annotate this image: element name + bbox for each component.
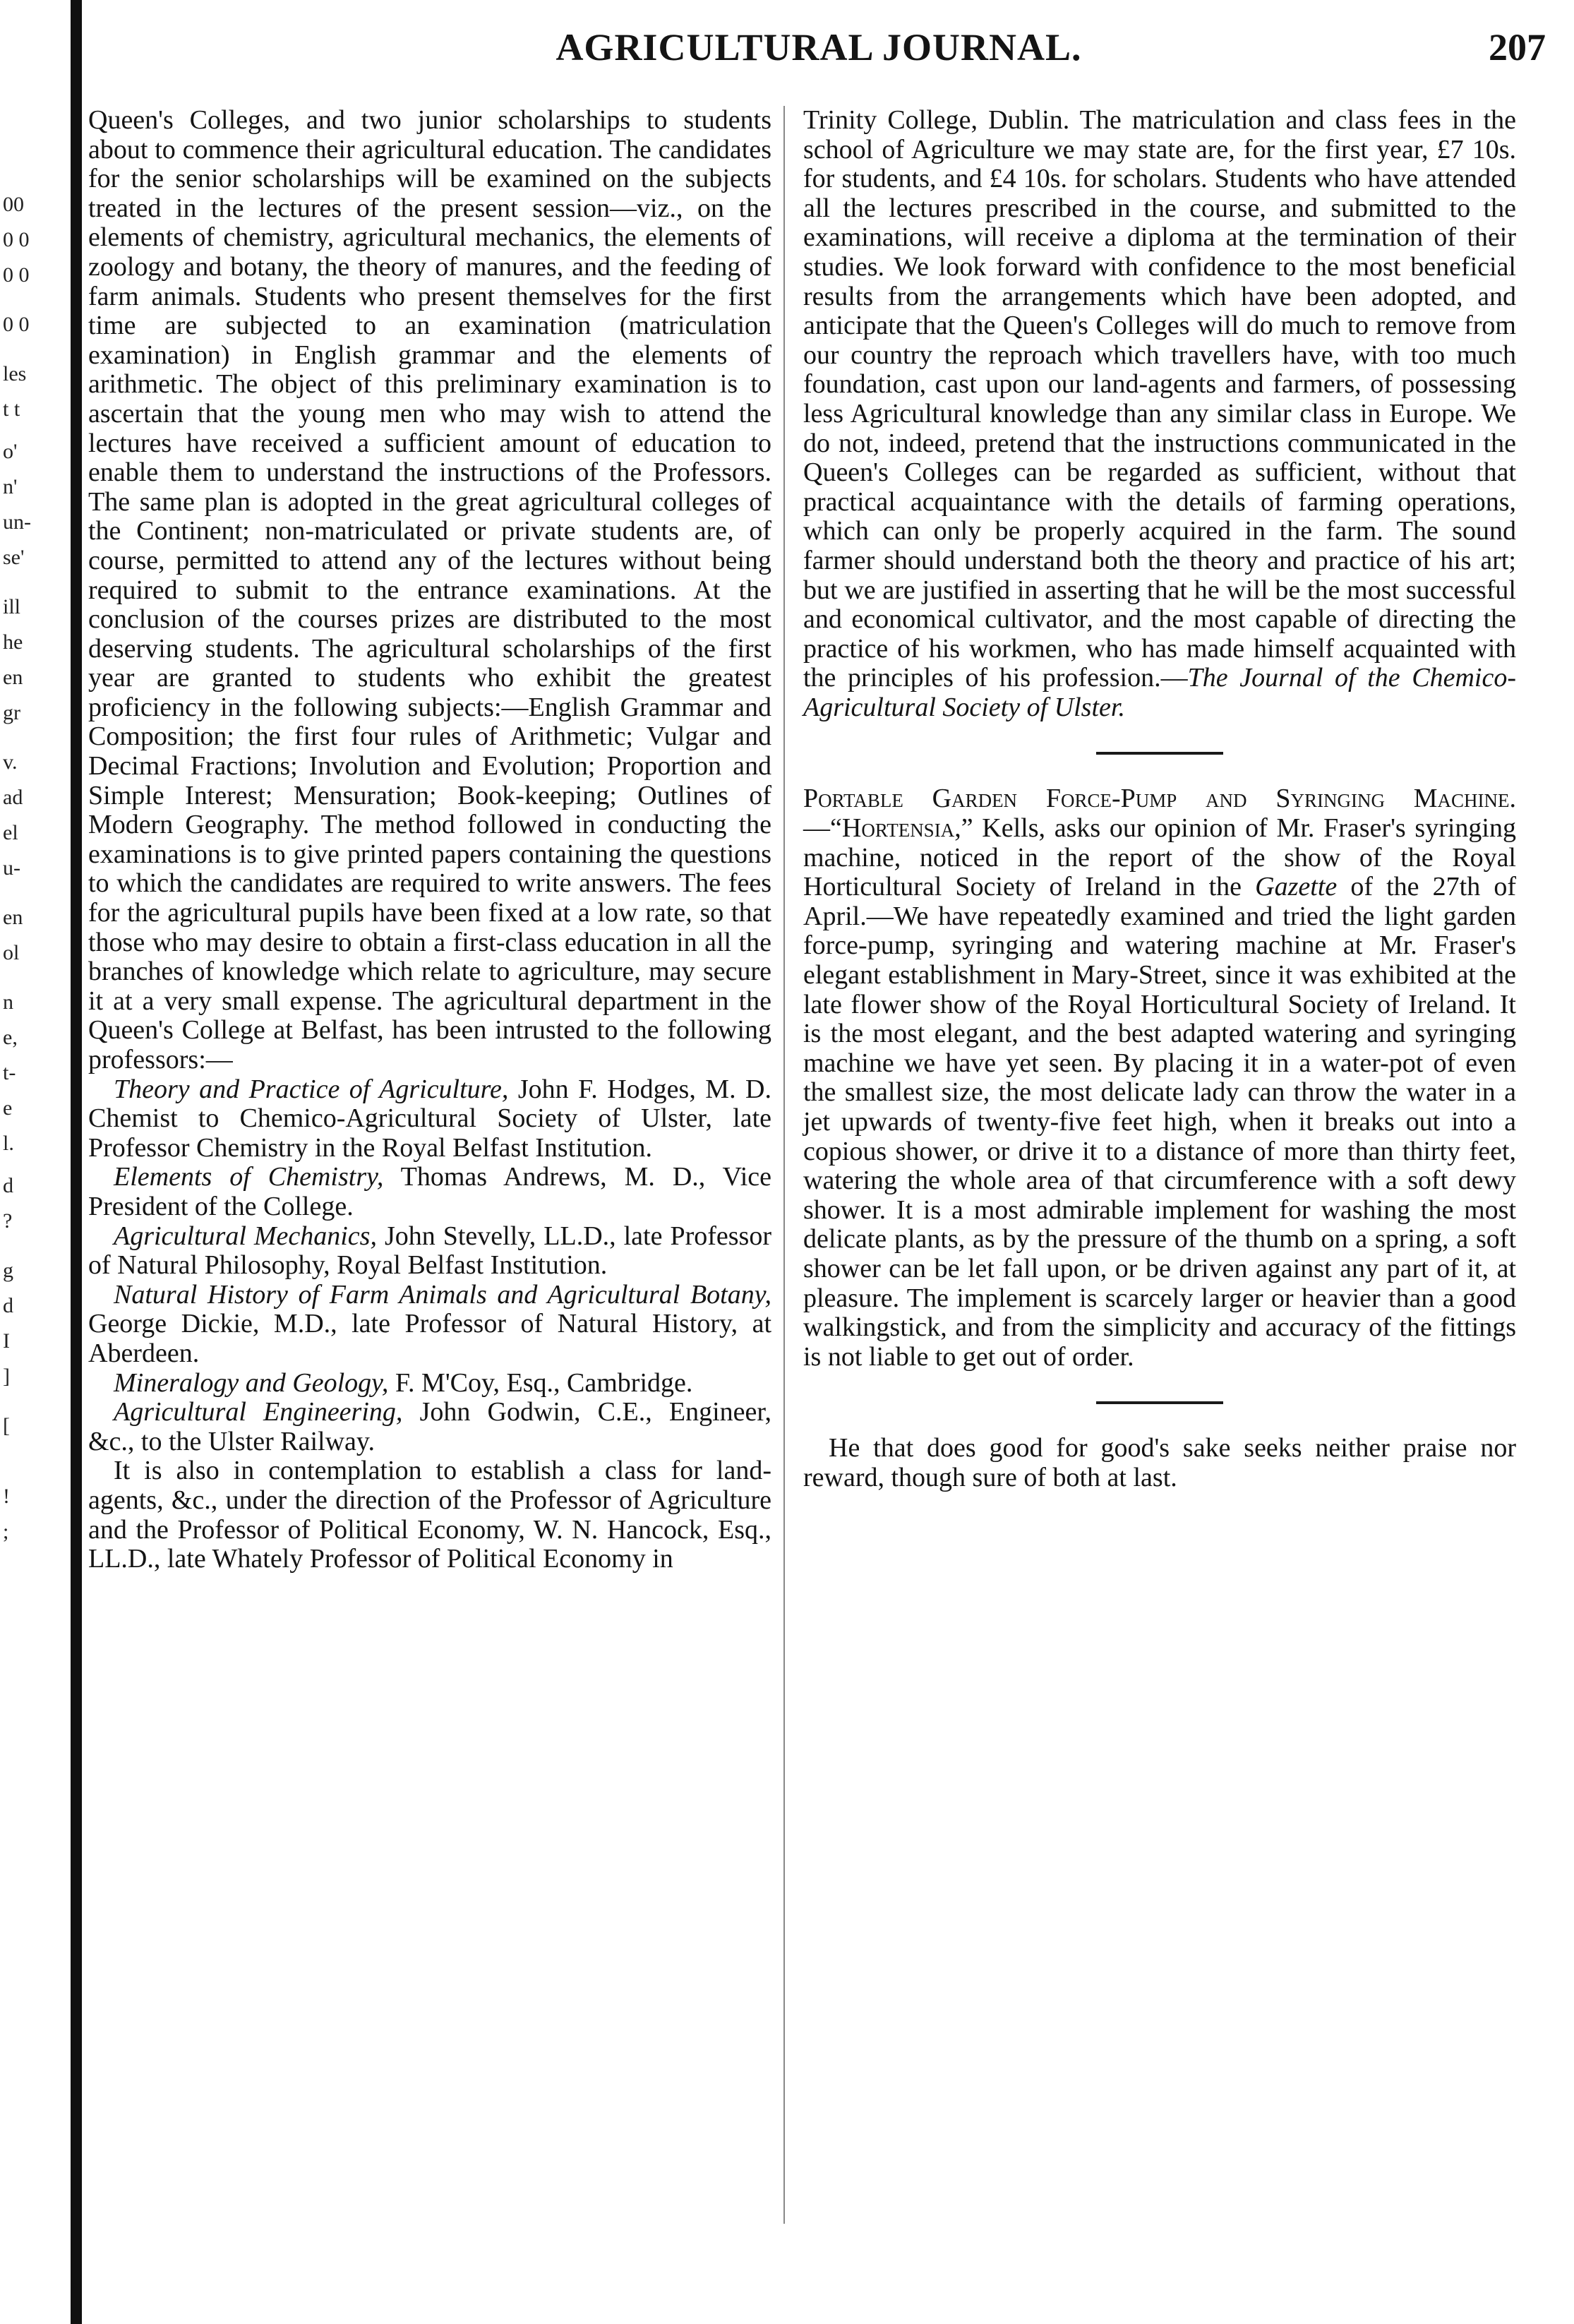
land-agents-class-paragraph: It is also in contemplation to establish a class for land-agents, &c., under the direction of the Professor of Agriculture and the Professor of Political Economy, W. N. Hancock, Esq., LL.D., late Whately Professor of Political Economy in bbox=[88, 1456, 771, 1574]
gutter-fragment: t- bbox=[3, 1061, 16, 1084]
gutter-fragment: el bbox=[3, 821, 18, 844]
gutter-fragment: ; bbox=[3, 1520, 9, 1543]
professor-entry bbox=[88, 1398, 771, 1456]
article-text-a: ” Kells, asks our opinion of Mr. Fraser's syringing machine, noticed in the report of the show of the Royal Horticultural Society of Ireland in the bbox=[803, 813, 1516, 902]
gutter-fragment: d bbox=[3, 1294, 13, 1317]
professor-subject: Theory and Practice of Agriculture, bbox=[114, 1074, 509, 1104]
professor-entry bbox=[88, 1281, 771, 1369]
force-pump-article bbox=[803, 784, 1516, 1372]
professor-subject: Agricultural Mechanics, bbox=[114, 1221, 377, 1251]
adjacent-page-margin bbox=[0, 0, 71, 2324]
gutter-fragment: 0 0 bbox=[3, 228, 30, 251]
gutter-fragment: n bbox=[3, 990, 13, 1014]
gutter-fragment: gr bbox=[3, 701, 20, 724]
section-separator bbox=[1096, 1401, 1223, 1404]
gutter-fragment: 00 bbox=[3, 193, 24, 216]
left-column bbox=[88, 106, 771, 1574]
gutter-fragment: 0 0 bbox=[3, 313, 30, 336]
gazette-title: Gazette bbox=[1255, 872, 1338, 902]
gutter-fragment: e bbox=[3, 1096, 13, 1120]
professor-entry bbox=[88, 1163, 771, 1221]
correspondent-name: Hortensia, bbox=[841, 813, 961, 844]
running-title: AGRICULTURAL JOURNAL. bbox=[555, 26, 1082, 68]
professor-subject: Natural History of Farm Animals and Agricultural Botany, bbox=[114, 1279, 771, 1310]
page-header bbox=[92, 21, 1546, 78]
gutter-fragment: g bbox=[3, 1259, 13, 1282]
source-citation: The Journal of the Chemico-Agricultural Society of Ulster. bbox=[803, 663, 1516, 722]
professor-entry bbox=[88, 1222, 771, 1281]
gutter-fragment: v. bbox=[3, 750, 18, 774]
separator-wrap bbox=[803, 1372, 1516, 1434]
article-text-b: of the 27th of April.—We have repeatedly examined and tried the light garden force-pump, syringing and watering machine at Mr. Fraser's elegant establishment in Mary-Street, since it was exhibited at the late flower show of the Royal Horticultural Society of Ireland. It is the most elegant, and the best adapted watering and syringing machine we have yet seen. By placing it in a water-pot of even the smallest size, the most delicate lady can throw the water in a jet upwards of twenty-five feet high, when it breaks out into a copious shower, or drive it to a distance of more than thirty feet, watering the whole area of that circumference with a soft dewy shower. It is a most admirable implement for washing the most delicate plants, as by the pressure of the thumb on a spring, a soft shower can be let fall upon, or be driven against any part of it, at pleasure. The implement is scarcely larger or heavier than a good walkingstick, and from the simplicity and accuracy of the fittings is not liable to get out of order. bbox=[803, 872, 1516, 1372]
matriculation-fees-paragraph bbox=[803, 106, 1516, 722]
gutter-fragment: u- bbox=[3, 856, 20, 880]
gutter-fragment: d bbox=[3, 1174, 13, 1197]
gutter-fragment: I bbox=[3, 1329, 10, 1353]
gutter-fragment: t t bbox=[3, 397, 20, 421]
gutter-fragment: ill bbox=[3, 595, 21, 618]
professor-name: Thomas Andrews, M. D., Vice President of the College. bbox=[88, 1162, 772, 1221]
gutter-fragment: ol bbox=[3, 941, 20, 964]
gutter-fragment: n' bbox=[3, 475, 18, 498]
gutter-fragment: ad bbox=[3, 786, 23, 809]
gutter-fragment: se' bbox=[3, 546, 25, 569]
maxim-paragraph: He that does good for good's sake seeks neither praise nor reward, though sure of both at last. bbox=[803, 1433, 1516, 1492]
professor-name: F. M'Coy, Esq., Cambridge. bbox=[388, 1367, 693, 1398]
gutter-fragment: les bbox=[3, 362, 27, 385]
book-spine-shadow bbox=[71, 0, 82, 2324]
article-heading: Portable Garden Force-Pump and Syringing Machine. bbox=[803, 784, 1516, 814]
gutter-fragment: 0 0 bbox=[3, 263, 30, 287]
separator-wrap bbox=[803, 722, 1516, 784]
gutter-fragment: un- bbox=[3, 510, 31, 534]
professor-name: John Stevelly, LL.D., late Professor of Natural Philosophy, Royal Belfast Institution. bbox=[88, 1221, 771, 1281]
section-separator bbox=[1096, 752, 1223, 755]
gutter-fragment: o' bbox=[3, 440, 18, 463]
professor-subject: Elements of Chemistry, bbox=[114, 1162, 384, 1192]
article-dash: —“ bbox=[803, 813, 842, 844]
professor-entry bbox=[88, 1369, 771, 1398]
gutter-fragment: ] bbox=[3, 1365, 10, 1388]
gutter-fragment: he bbox=[3, 630, 23, 654]
professor-subject: Mineralogy and Geology, bbox=[114, 1367, 389, 1398]
professor-subject: Agricultural Engineering, bbox=[114, 1397, 403, 1427]
column-divider bbox=[783, 106, 785, 2224]
professor-name: John F. Hodges, M. D. Chemist to Chemico-Agricultural Society of Ulster, late Professor Chemistry in the Royal Belfast Institution. bbox=[88, 1074, 771, 1163]
gutter-fragment: ! bbox=[3, 1485, 10, 1508]
professor-name: John Godwin, C.E., Engineer, &c., to the Ulster Railway. bbox=[88, 1397, 771, 1456]
gutter-fragment: l. bbox=[3, 1132, 14, 1155]
professor-name: George Dickie, M.D., late Professor of Natural History, at Aberdeen. bbox=[88, 1309, 771, 1368]
gutter-fragment: ? bbox=[3, 1209, 13, 1233]
gutter-fragment: en bbox=[3, 666, 23, 689]
right-column bbox=[803, 106, 1516, 1493]
page-number: 207 bbox=[1489, 26, 1546, 68]
gutter-fragment: [ bbox=[3, 1414, 10, 1437]
gutter-fragment: en bbox=[3, 906, 23, 929]
gutter-fragment: e, bbox=[3, 1026, 18, 1049]
agricultural-education-paragraph: Queen's Colleges, and two junior scholarships to students about to commence their agricultural education. The candidates for the senior scholarships will be examined on the subjects treated in the lectures of the present session—viz., on the elements of chemistry, agricultural mechanics, the elements of zoology and botany, the theory of manures, and the feeding of farm animals. Students who present themselves for the first time are subjected to an examination (matriculation examination) in English grammar and the elements of arithmetic. The object of this preliminary examination is to ascertain that the young men who may wish to attend the lectures have received a sufficient amount of education to enable them to understand the instructions of the Professors. The same plan is adopted in the great agricultural colleges of the Continent; non-matriculated or private students are, of course, permitted to attend any of the lectures without being required to submit to the entrance examinations. At the conclusion of the courses prizes are distributed to the most deserving students. The agricultural scholarships of the first year are granted to students who exhibit the greatest proficiency in the following subjects:—English Grammar and Composition; the first four rules of Arithmetic; Vulgar and Decimal Fractions; Involution and Evolution; Proportion and Simple Interest; Mensuration; Book-keeping; Outlines of Modern Geography. The method followed in conducting the examinations is to give printed papers containing the questions to which the candidates are required to write answers. The fees for the agricultural pupils have been fixed at a low rate, so that those who may desire to obtain a first-class education in all the branches of knowledge which relate to agriculture, may secure it at a very small expense. The agricultural department in the Queen's College at Belfast, has been intrusted to the following professors:— bbox=[88, 105, 771, 1074]
professor-entry bbox=[88, 1075, 771, 1163]
matriculation-fees-text: Trinity College, Dublin. The matriculation and class fees in the school of Agriculture we may state are, for the first year, £7 10s. for students, and £4 10s. for scholars. Students who have attended all the lectures prescribed in the course, and submitted to the examinations, will receive a diploma at the termination of their studies. We look forward with confidence to the most beneficial results from the arrangements which have been adopted, and anticipate that the Queen's Colleges will do much to remove from our country the reproach which travellers have, with too much foundation, cast upon our land-agents and farmers, of possessing less Agricultural knowledge than any similar class in Europe. We do not, indeed, pretend that the instructions communicated in the Queen's Colleges can be regarded as sufficient, without that practical acquaintance with the details of farming operations, which can only be properly acquired in the farm. The sound farmer should understand both the theory and practice of his art; but we are justified in asserting that he will be the most successful and economical cultivator, and the most capable of directing the practice of his workmen, who has made himself acquainted with the principles of his profession.— bbox=[803, 105, 1516, 693]
